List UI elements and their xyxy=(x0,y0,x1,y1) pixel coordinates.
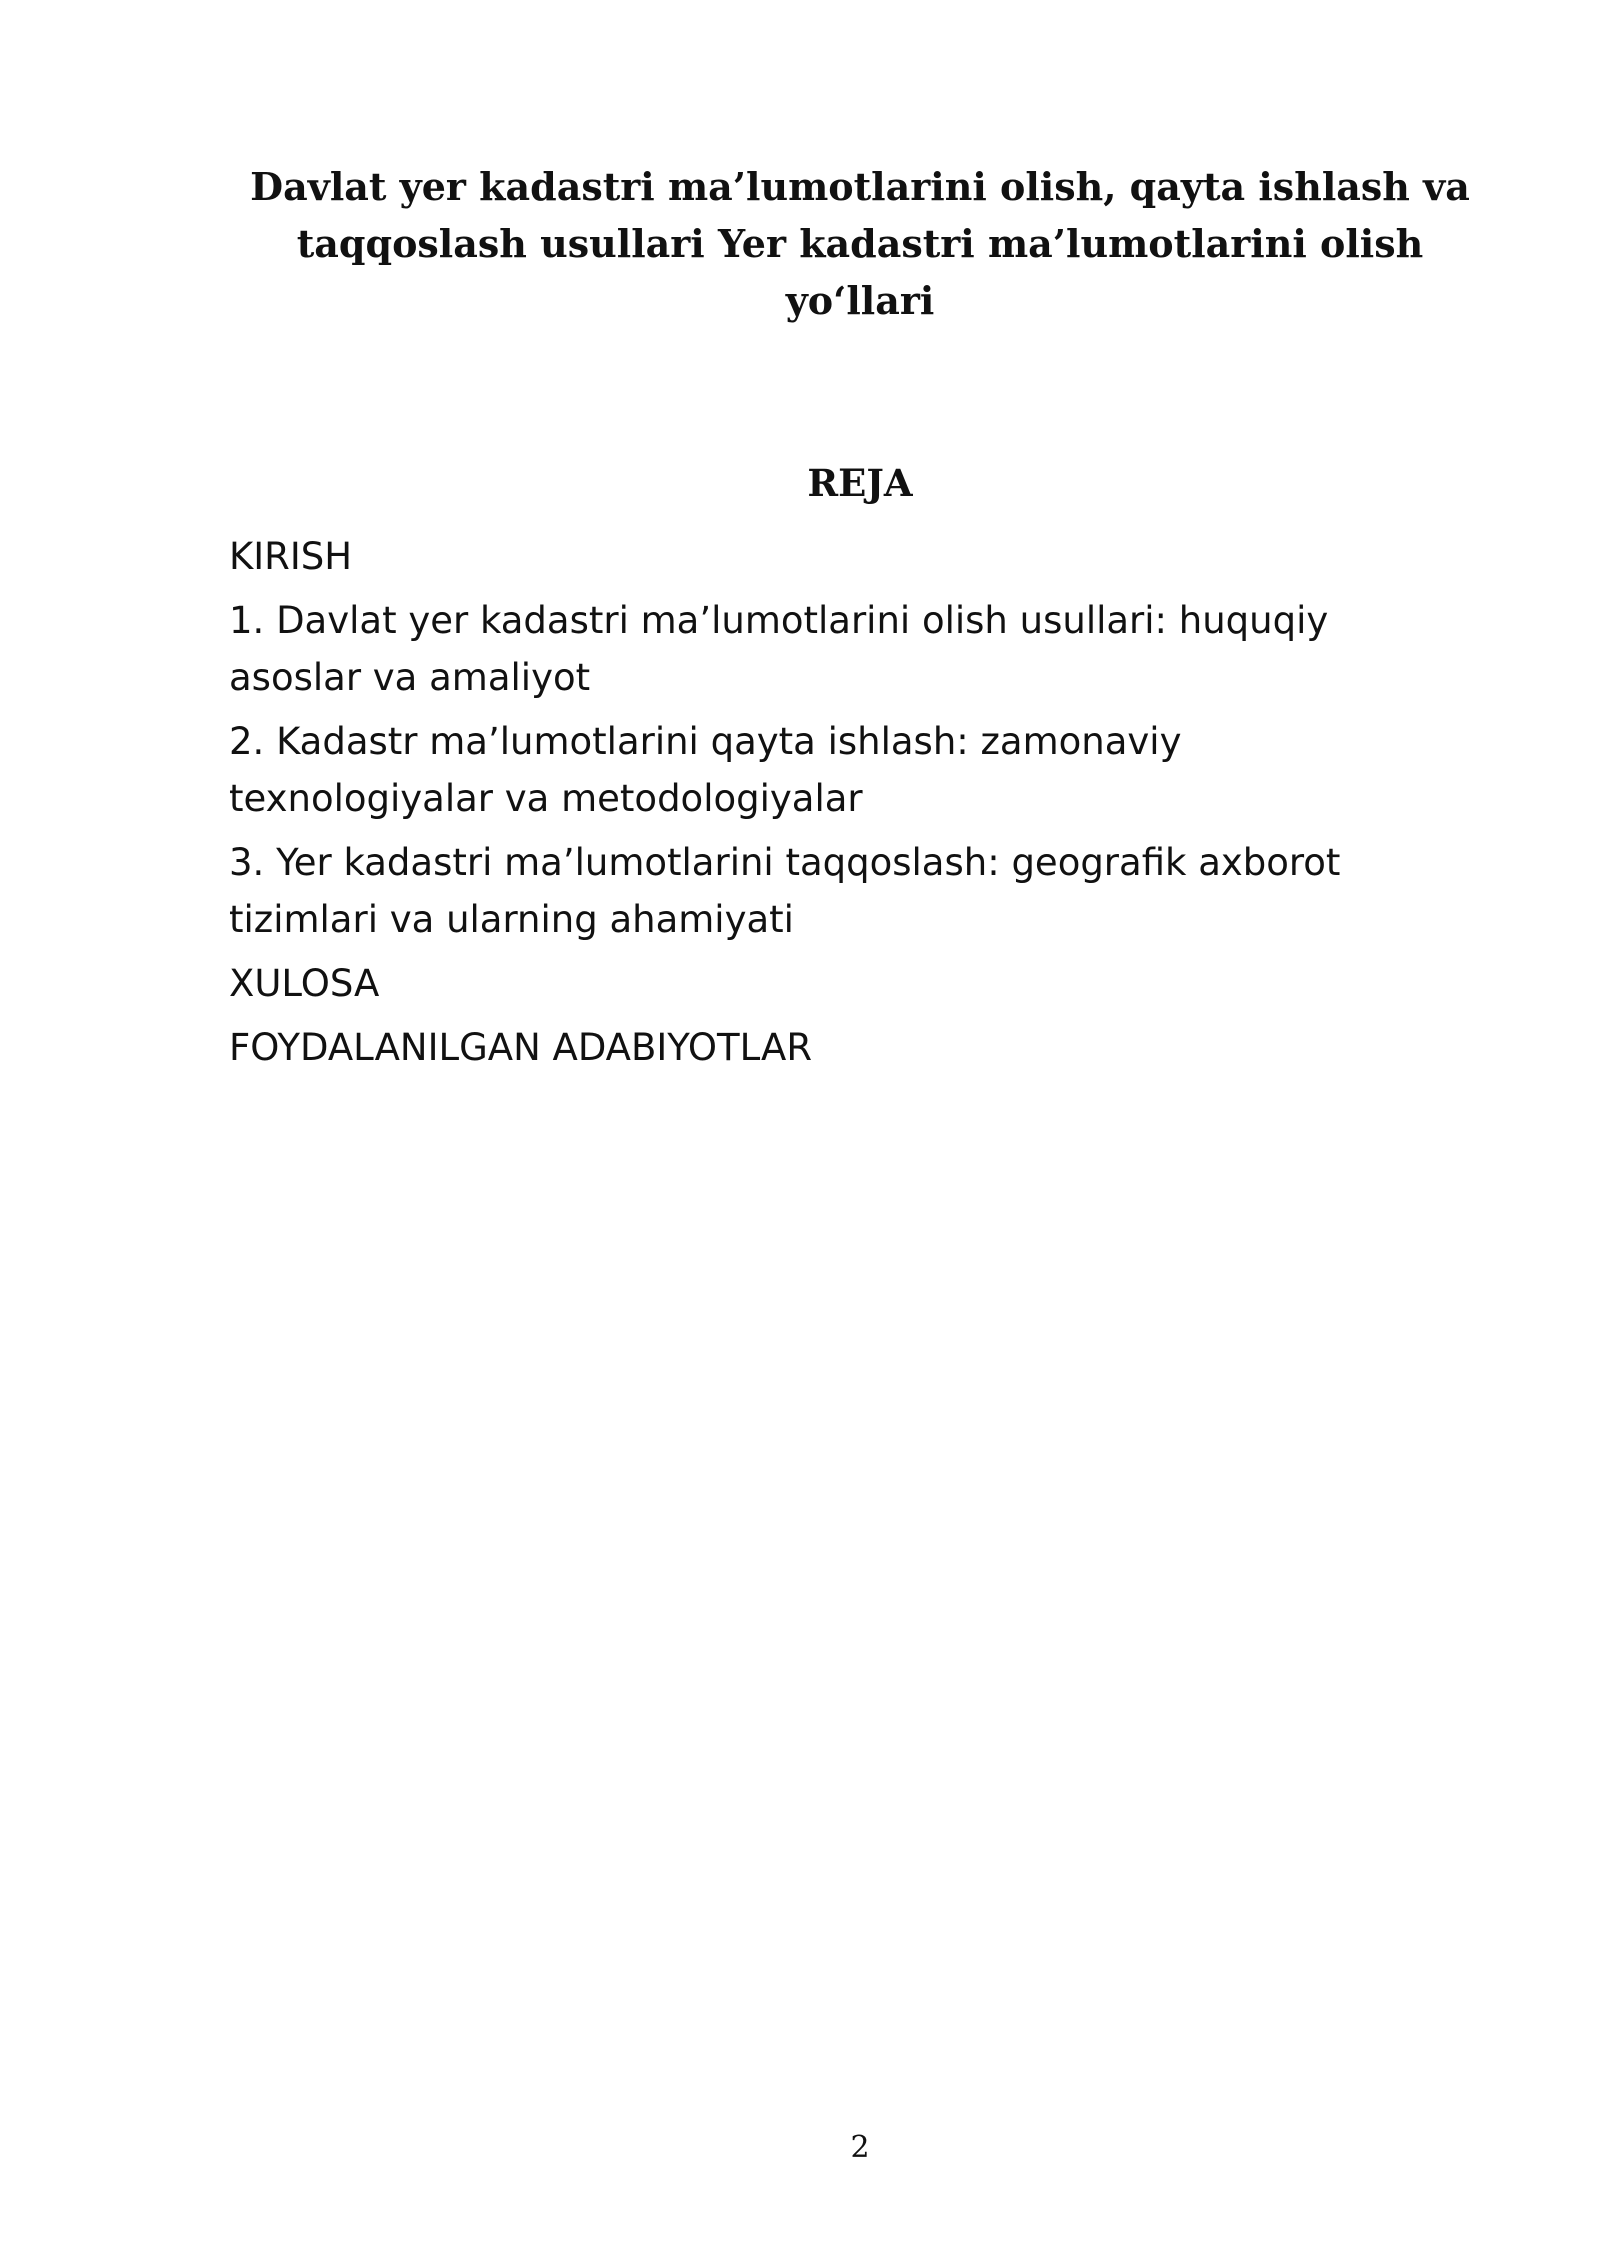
plan-heading: REJA xyxy=(807,461,913,505)
plan-item-3: 3. Yer kadastri ma’lumotlarini taqqoslash: geografik axborot tizimlari va ularning ahamiyati xyxy=(229,841,1341,941)
plan-list xyxy=(229,528,1429,1083)
document-title: Davlat yer kadastri ma’lumotlarini olish, qayta ishlash va taqqoslash usullari Yer kadastri ma’lumotlarini olish yo‘llari xyxy=(250,164,1470,323)
plan-item-1: 1. Davlat yer kadastri ma’lumotlarini olish usullari: huquqiy asoslar va amaliyot xyxy=(229,599,1329,699)
page-number: 2 xyxy=(850,2130,870,2165)
plan-item-2: 2. Kadastr ma’lumotlarini qayta ishlash: zamonaviy texnologiyalar va metodologiyalar xyxy=(229,720,1182,820)
plan-item-conclusion: XULOSA xyxy=(229,962,380,1005)
plan-item-introduction: KIRISH xyxy=(229,535,353,578)
plan-item-references: FOYDALANILGAN ADABIYOTLAR xyxy=(229,1026,813,1069)
